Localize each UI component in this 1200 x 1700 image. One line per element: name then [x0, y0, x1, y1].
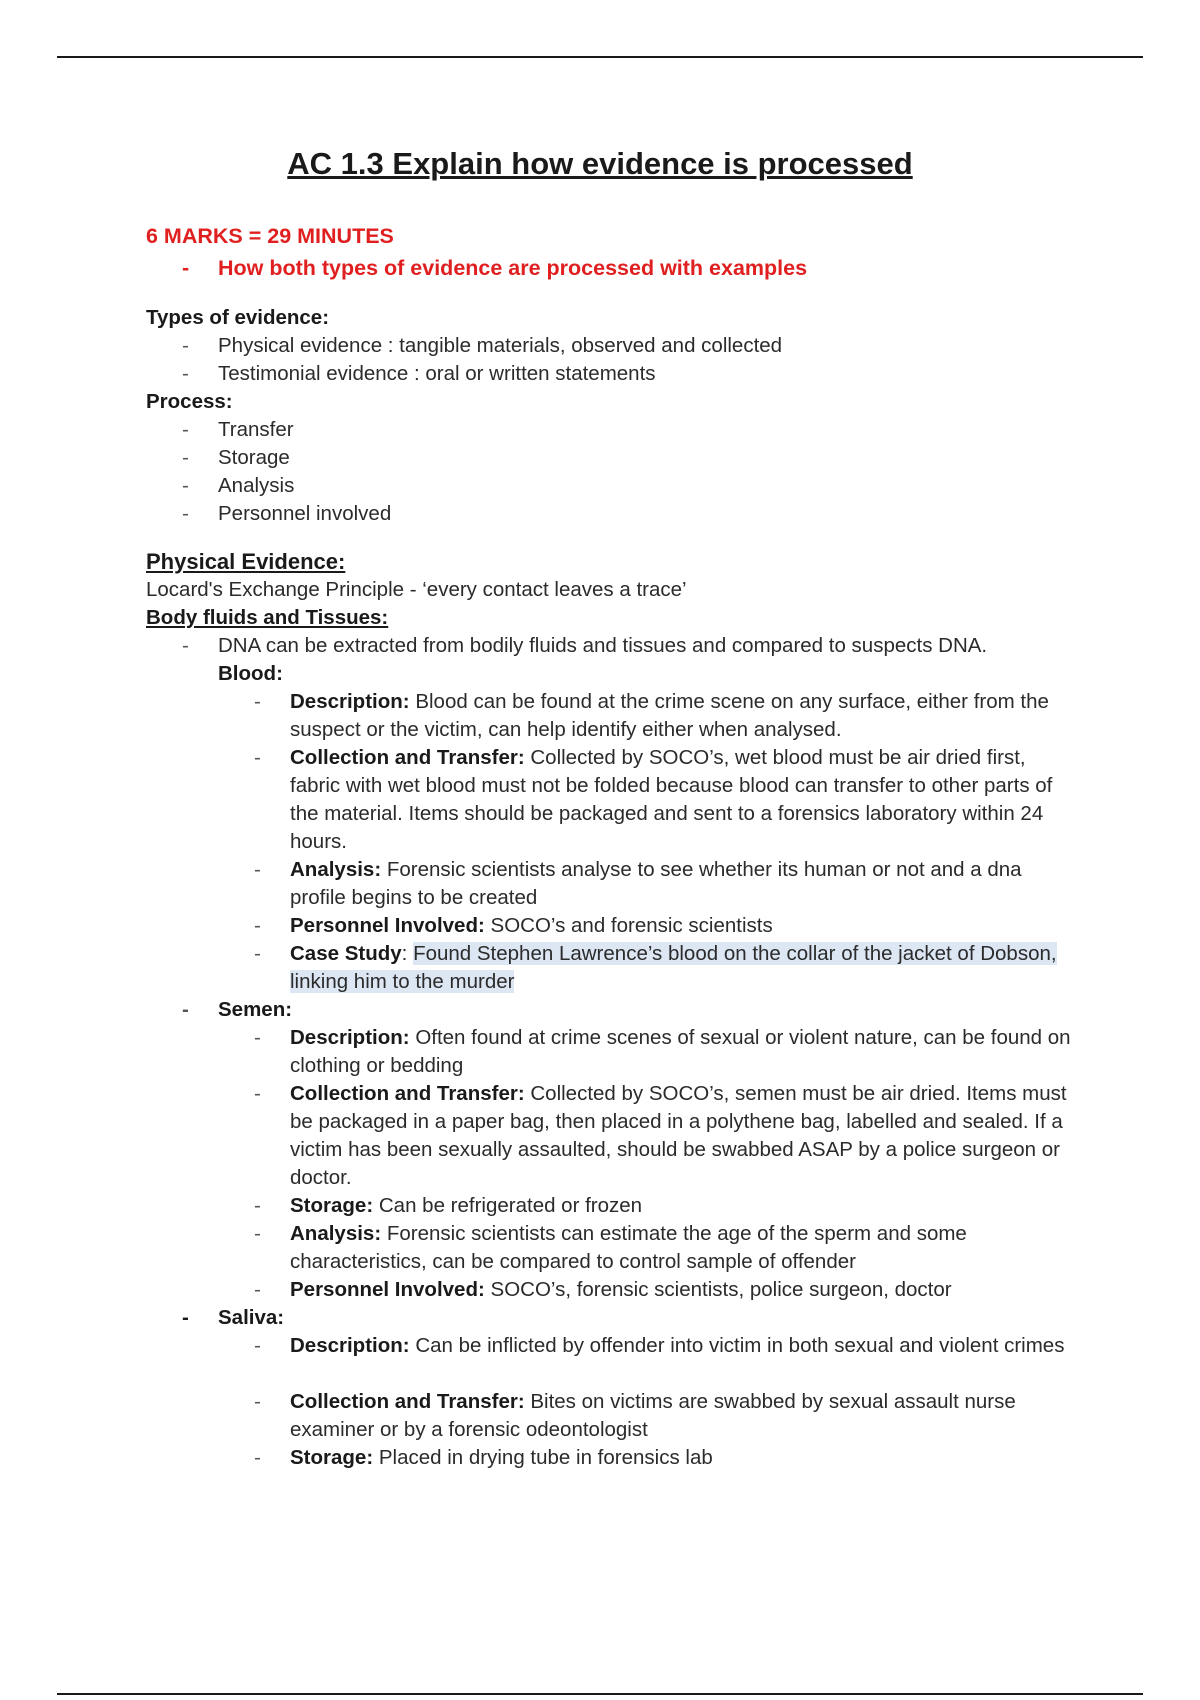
saliva-item-storage [146, 1444, 1076, 1472]
semen-item-storage [146, 1192, 1076, 1220]
page-title: AC 1.3 Explain how evidence is processed [287, 146, 913, 181]
dash-marker: - [254, 914, 261, 937]
blood-item-analysis [146, 856, 1076, 912]
locard-principle: Locard's Exchange Principle - ‘every contact leaves a trace’ [146, 578, 687, 601]
item-label: Description: [290, 690, 410, 713]
dash-marker: - [182, 474, 189, 497]
item-text: Collected by SOCO’s, wet blood must be air dried first, fabric with wet blood must not be folded because blood can transfer to other parts of the material. Items should be packaged and sent to a forensics laboratory within 24 hours. [290, 746, 1053, 853]
marks-bullet [146, 252, 1076, 284]
item-text: Collected by SOCO’s, semen must be air dried. Items must be packaged in a paper bag, then placed in a polythene bag, labelled and sealed. If a victim has been sexually assaulted, should be swabbed ASAP by a police surgeon or doctor. [290, 1082, 1067, 1189]
marks-bullet-text: How both types of evidence are processed with examples [218, 256, 808, 280]
semen-heading [146, 996, 1076, 1024]
document-body [146, 220, 1076, 1472]
item-label: Analysis: [290, 858, 382, 881]
dash-marker: - [182, 1306, 189, 1329]
top-rule [57, 56, 1143, 58]
dash-marker: - [182, 502, 189, 525]
physical-evidence-heading: Physical Evidence: [146, 549, 346, 574]
list-item [146, 360, 1076, 388]
dash-marker: - [182, 334, 189, 357]
blood-item-personnel [146, 912, 1076, 940]
dash-marker: - [182, 446, 189, 469]
dash-marker: - [182, 998, 189, 1021]
saliva-item-description [146, 1332, 1076, 1388]
spacer [146, 284, 1076, 304]
dash-marker: - [182, 256, 190, 280]
list-item-text: Storage [218, 446, 290, 469]
list-item [146, 632, 1076, 660]
dash-marker: - [254, 1446, 261, 1469]
list-item-text: Testimonial evidence : oral or written statements [218, 362, 656, 385]
semen-heading-text: Semen: [218, 998, 293, 1021]
list-item [146, 332, 1076, 360]
list-item [146, 416, 1076, 444]
item-text: Forensic scientists can estimate the age of the sperm and some characteristics, can be compared to control sample of offender [290, 1222, 967, 1273]
dash-marker: - [254, 1194, 261, 1217]
body-fluids-heading: Body fluids and Tissues: [146, 606, 389, 629]
list-item-text: Physical evidence : tangible materials, observed and collected [218, 334, 783, 357]
list-item [146, 472, 1076, 500]
semen-item-collection [146, 1080, 1076, 1192]
list-item-text: Personnel involved [218, 502, 392, 525]
item-label: Personnel Involved: [290, 914, 485, 937]
list-item [146, 500, 1076, 528]
dash-marker: - [182, 362, 189, 385]
item-label: Storage: [290, 1446, 374, 1469]
semen-item-description [146, 1024, 1076, 1080]
item-text: Placed in drying tube in forensics lab [378, 1446, 713, 1469]
dash-marker: - [182, 418, 189, 441]
item-label: Storage: [290, 1194, 374, 1217]
blood-item-description [146, 688, 1076, 744]
dash-marker: - [182, 634, 189, 657]
dash-marker: - [254, 1334, 261, 1357]
item-label: Collection and Transfer: [290, 1390, 525, 1413]
item-text: Can be inflicted by offender into victim in both sexual and violent crimes [415, 1334, 1065, 1357]
bottom-rule [57, 1693, 1143, 1695]
blood-heading: Blood: [218, 662, 283, 685]
dash-marker: - [254, 1222, 261, 1245]
highlighted-text: Found Stephen Lawrence’s blood on the collar of the jacket of Dobson, linking him to the murder [290, 942, 1057, 993]
item-label: Collection and Transfer: [290, 746, 525, 769]
dash-marker: - [254, 690, 261, 713]
semen-item-personnel [146, 1276, 1076, 1304]
dash-marker: - [254, 942, 261, 965]
blood-item-collection [146, 744, 1076, 856]
dna-line: DNA can be extracted from bodily fluids and tissues and compared to suspects DNA. [218, 634, 988, 657]
dash-marker: - [254, 1278, 261, 1301]
item-text: Forensic scientists analyse to see whether its human or not and a dna profile begins to be created [290, 858, 1022, 909]
saliva-item-collection [146, 1388, 1076, 1444]
spacer [146, 528, 1076, 548]
item-text: Blood can be found at the crime scene on any surface, either from the suspect or the victim, can help identify either when analysed. [290, 690, 1049, 741]
list-item-text: Analysis [218, 474, 295, 497]
dash-marker: - [254, 1390, 261, 1413]
item-text: Bites on victims are swabbed by sexual assault nurse examiner or by a forensic odeontologist [290, 1390, 1016, 1441]
blood-item-case-study [146, 940, 1076, 996]
list-item-text: Transfer [218, 418, 294, 441]
item-label: Personnel Involved: [290, 1278, 485, 1301]
item-text: SOCO’s and forensic scientists [490, 914, 773, 937]
item-separator: : [401, 942, 414, 965]
item-text: Can be refrigerated or frozen [378, 1194, 643, 1217]
dash-marker: - [254, 858, 261, 881]
marks-line: 6 MARKS = 29 MINUTES [146, 224, 394, 248]
item-text: Often found at crime scenes of sexual or violent nature, can be found on clothing or bedding [290, 1026, 1071, 1077]
types-heading: Types of evidence: [146, 306, 330, 329]
saliva-heading [146, 1304, 1076, 1332]
item-label: Description: [290, 1334, 410, 1357]
semen-item-analysis [146, 1220, 1076, 1276]
item-label: Collection and Transfer: [290, 1082, 525, 1105]
item-text: SOCO’s, forensic scientists, police surgeon, doctor [490, 1278, 952, 1301]
item-label: Case Study [290, 942, 402, 965]
dash-marker: - [254, 746, 261, 769]
saliva-heading-text: Saliva: [218, 1306, 285, 1329]
dash-marker: - [254, 1026, 261, 1049]
dash-marker: - [254, 1082, 261, 1105]
list-item [146, 444, 1076, 472]
process-heading: Process: [146, 390, 233, 413]
item-label: Description: [290, 1026, 410, 1049]
item-label: Analysis: [290, 1222, 382, 1245]
